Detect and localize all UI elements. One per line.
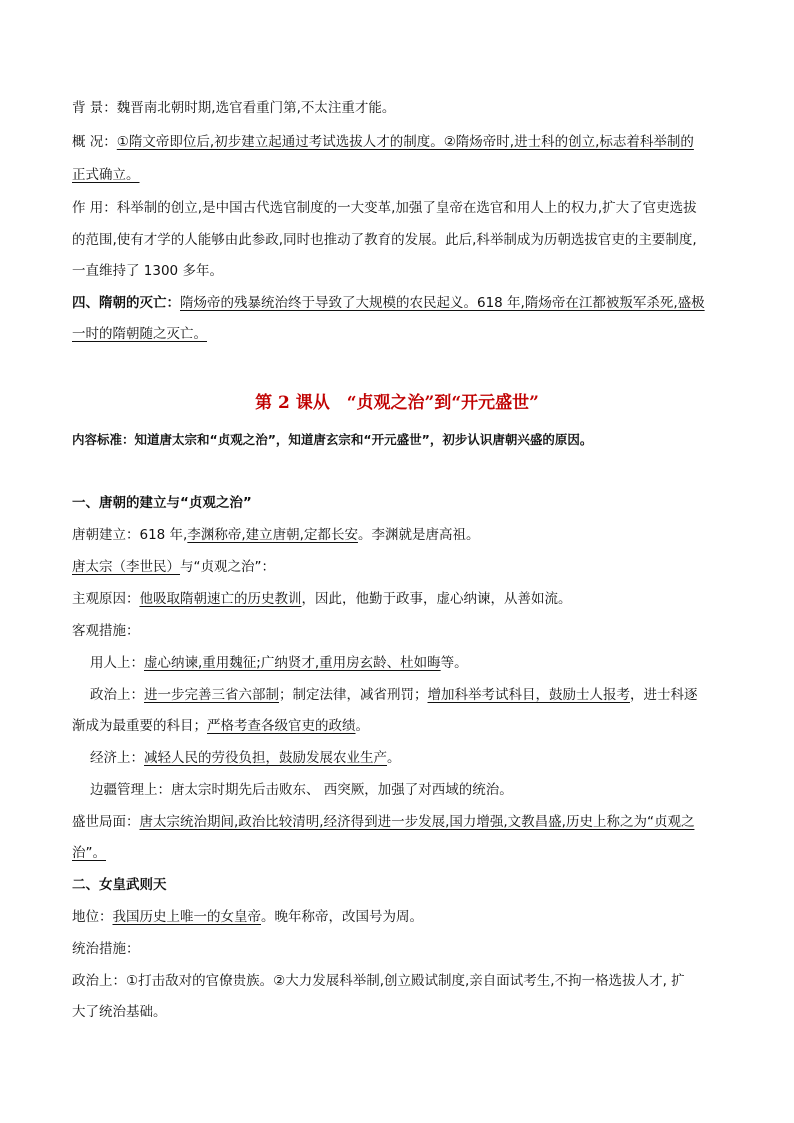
politics-text-3: 渐成为最重要的科目； <box>72 718 207 734</box>
subjective-cause-line <box>72 589 728 609</box>
frontier-text: 边疆管理上：唐太宗时期先后击败东、 西突厥，加强了对西域的统治。 <box>90 782 513 798</box>
effect-line-2 <box>72 230 728 250</box>
economy-end: 。 <box>387 750 401 766</box>
background-text: 背 景：魏晋南北朝时期,选官看重门第,不太注重才能。 <box>72 100 396 116</box>
status-label: 地位： <box>72 909 113 925</box>
wu-politics-line-1 <box>72 971 728 991</box>
politics-line-1 <box>90 685 728 705</box>
taizong-name: 唐太宗（李世民） <box>72 559 180 575</box>
section-1-heading <box>72 493 728 513</box>
economy-label: 经济上： <box>90 750 144 766</box>
economy-line <box>90 748 728 768</box>
tang-founding-note: 。李渊就是唐高祖。 <box>357 527 480 543</box>
overview-label: 概 况： <box>72 134 117 150</box>
taizong-heading: 与“贞观之治”： <box>180 559 275 575</box>
section-4-heading: 四、隋朝的灭亡： <box>72 295 180 311</box>
section-4-line-1 <box>72 293 728 313</box>
section-4-text-cont: 一时的隋朝随之灭亡。 <box>72 326 207 342</box>
wu-politics-text: 政治上：①打击敌对的官僚贵族。②大力发展科举制,创立殿试制度,亲自面试考生,不拘一格选拔人才, 扩 <box>72 973 685 989</box>
prosperity-label: 盛世局面： <box>72 814 140 830</box>
rule-measures-line <box>72 939 728 959</box>
personnel-label: 用人上： <box>90 655 144 671</box>
objective-measures-line <box>72 621 728 641</box>
status-text: 。晚年称帝，改国号为周。 <box>261 909 423 925</box>
tang-founding-label: 唐朝建立：618 年, <box>72 527 188 543</box>
personnel-line <box>90 653 728 673</box>
effect-line-3 <box>72 261 728 281</box>
personnel-key: 虚心纳谏,重用魏征;广纳贤才,重用房玄龄、杜如晦 <box>144 655 441 671</box>
frontier-line <box>90 780 728 800</box>
tang-founding-line <box>72 525 728 545</box>
effect-text-2: 的范围,使有才学的人能够由此参政,同时也推动了教育的发展。此后,科举制成为历朝选拔官吏的主要制度, <box>72 232 697 248</box>
overview-text: ①隋文帝即位后,初步建立起通过考试选拔人才的制度。②隋炀帝时,进士科的创立,标志着科举制的 <box>116 134 694 150</box>
politics-text-1: ；制定法律，减省刑罚； <box>279 687 428 703</box>
subjective-cause-key: 他吸取隋朝速亡的历史教训 <box>139 591 302 607</box>
section-2-heading-text: 二、女皇武则天 <box>72 877 167 893</box>
prosperity-line-2 <box>72 843 728 863</box>
overview-line-2 <box>72 165 728 185</box>
content-standard-text: 内容标准：知道唐太宗和“贞观之治”，知道唐玄宗和“开元盛世”，初步认识唐朝兴盛的原因。 <box>72 432 593 447</box>
politics-end: 。 <box>355 718 369 734</box>
effect-line-1 <box>72 198 728 218</box>
overview-text-cont: 正式确立。 <box>72 167 140 183</box>
section-1-heading-text: 一、唐朝的建立与“贞观之治” <box>72 495 252 511</box>
content-standard <box>72 430 728 450</box>
wu-politics-text-cont: 大了统治基础。 <box>72 1004 167 1020</box>
status-key: 我国历史上唯一的女皇帝 <box>112 909 261 925</box>
taizong-line <box>72 557 728 577</box>
prosperity-text-cont: 治”。 <box>72 845 106 861</box>
politics-key-3: 严格考查各级官吏的政绩 <box>207 718 356 734</box>
prosperity-text: 唐太宗统治期间,政治比较清明,经济得到进一步发展,国力增强,文教昌盛,历史上称之为“贞观之 <box>139 814 695 830</box>
subjective-cause-text: ，因此，他勤于政事，虚心纳谏，从善如流。 <box>301 591 572 607</box>
effect-text-1: 作 用：科举制的创立,是中国古代选官制度的一大变革,加强了皇帝在选官和用人上的权力,扩大了官吏选拔 <box>72 200 697 216</box>
politics-key-1: 进一步完善三省六部制 <box>144 687 279 703</box>
background-line <box>72 98 728 118</box>
politics-text-2: ，进士科逐 <box>630 687 698 703</box>
tang-founding-key: 李渊称帝,建立唐朝,定都长安 <box>187 527 358 543</box>
prosperity-line-1 <box>72 812 728 832</box>
section-4-text: 隋炀帝的残暴统治终于导致了大规模的农民起义。618 年,隋炀帝在江都被叛军杀死,盛极 <box>180 295 705 311</box>
economy-key: 减轻人民的劳役负担，鼓励发展农业生产 <box>144 750 387 766</box>
politics-label: 政治上： <box>90 687 144 703</box>
objective-measures-label: 客观措施： <box>72 623 140 639</box>
personnel-end: 等。 <box>440 655 468 671</box>
subjective-cause-label: 主观原因： <box>72 591 140 607</box>
section-2-heading <box>72 875 728 895</box>
wu-politics-line-2 <box>72 1002 728 1022</box>
section-4-line-2 <box>72 324 728 344</box>
lesson-title: 第 2 课从 “贞观之治”到“开元盛世” <box>255 393 539 413</box>
status-line <box>72 907 728 927</box>
rule-measures-label: 统治措施： <box>72 941 140 957</box>
politics-key-2: 增加科举考试科目，鼓励士人报考 <box>427 687 630 703</box>
politics-line-2 <box>72 716 728 736</box>
effect-text-3: 一直维持了 1300 多年。 <box>72 263 223 279</box>
overview-line-1 <box>72 132 728 152</box>
